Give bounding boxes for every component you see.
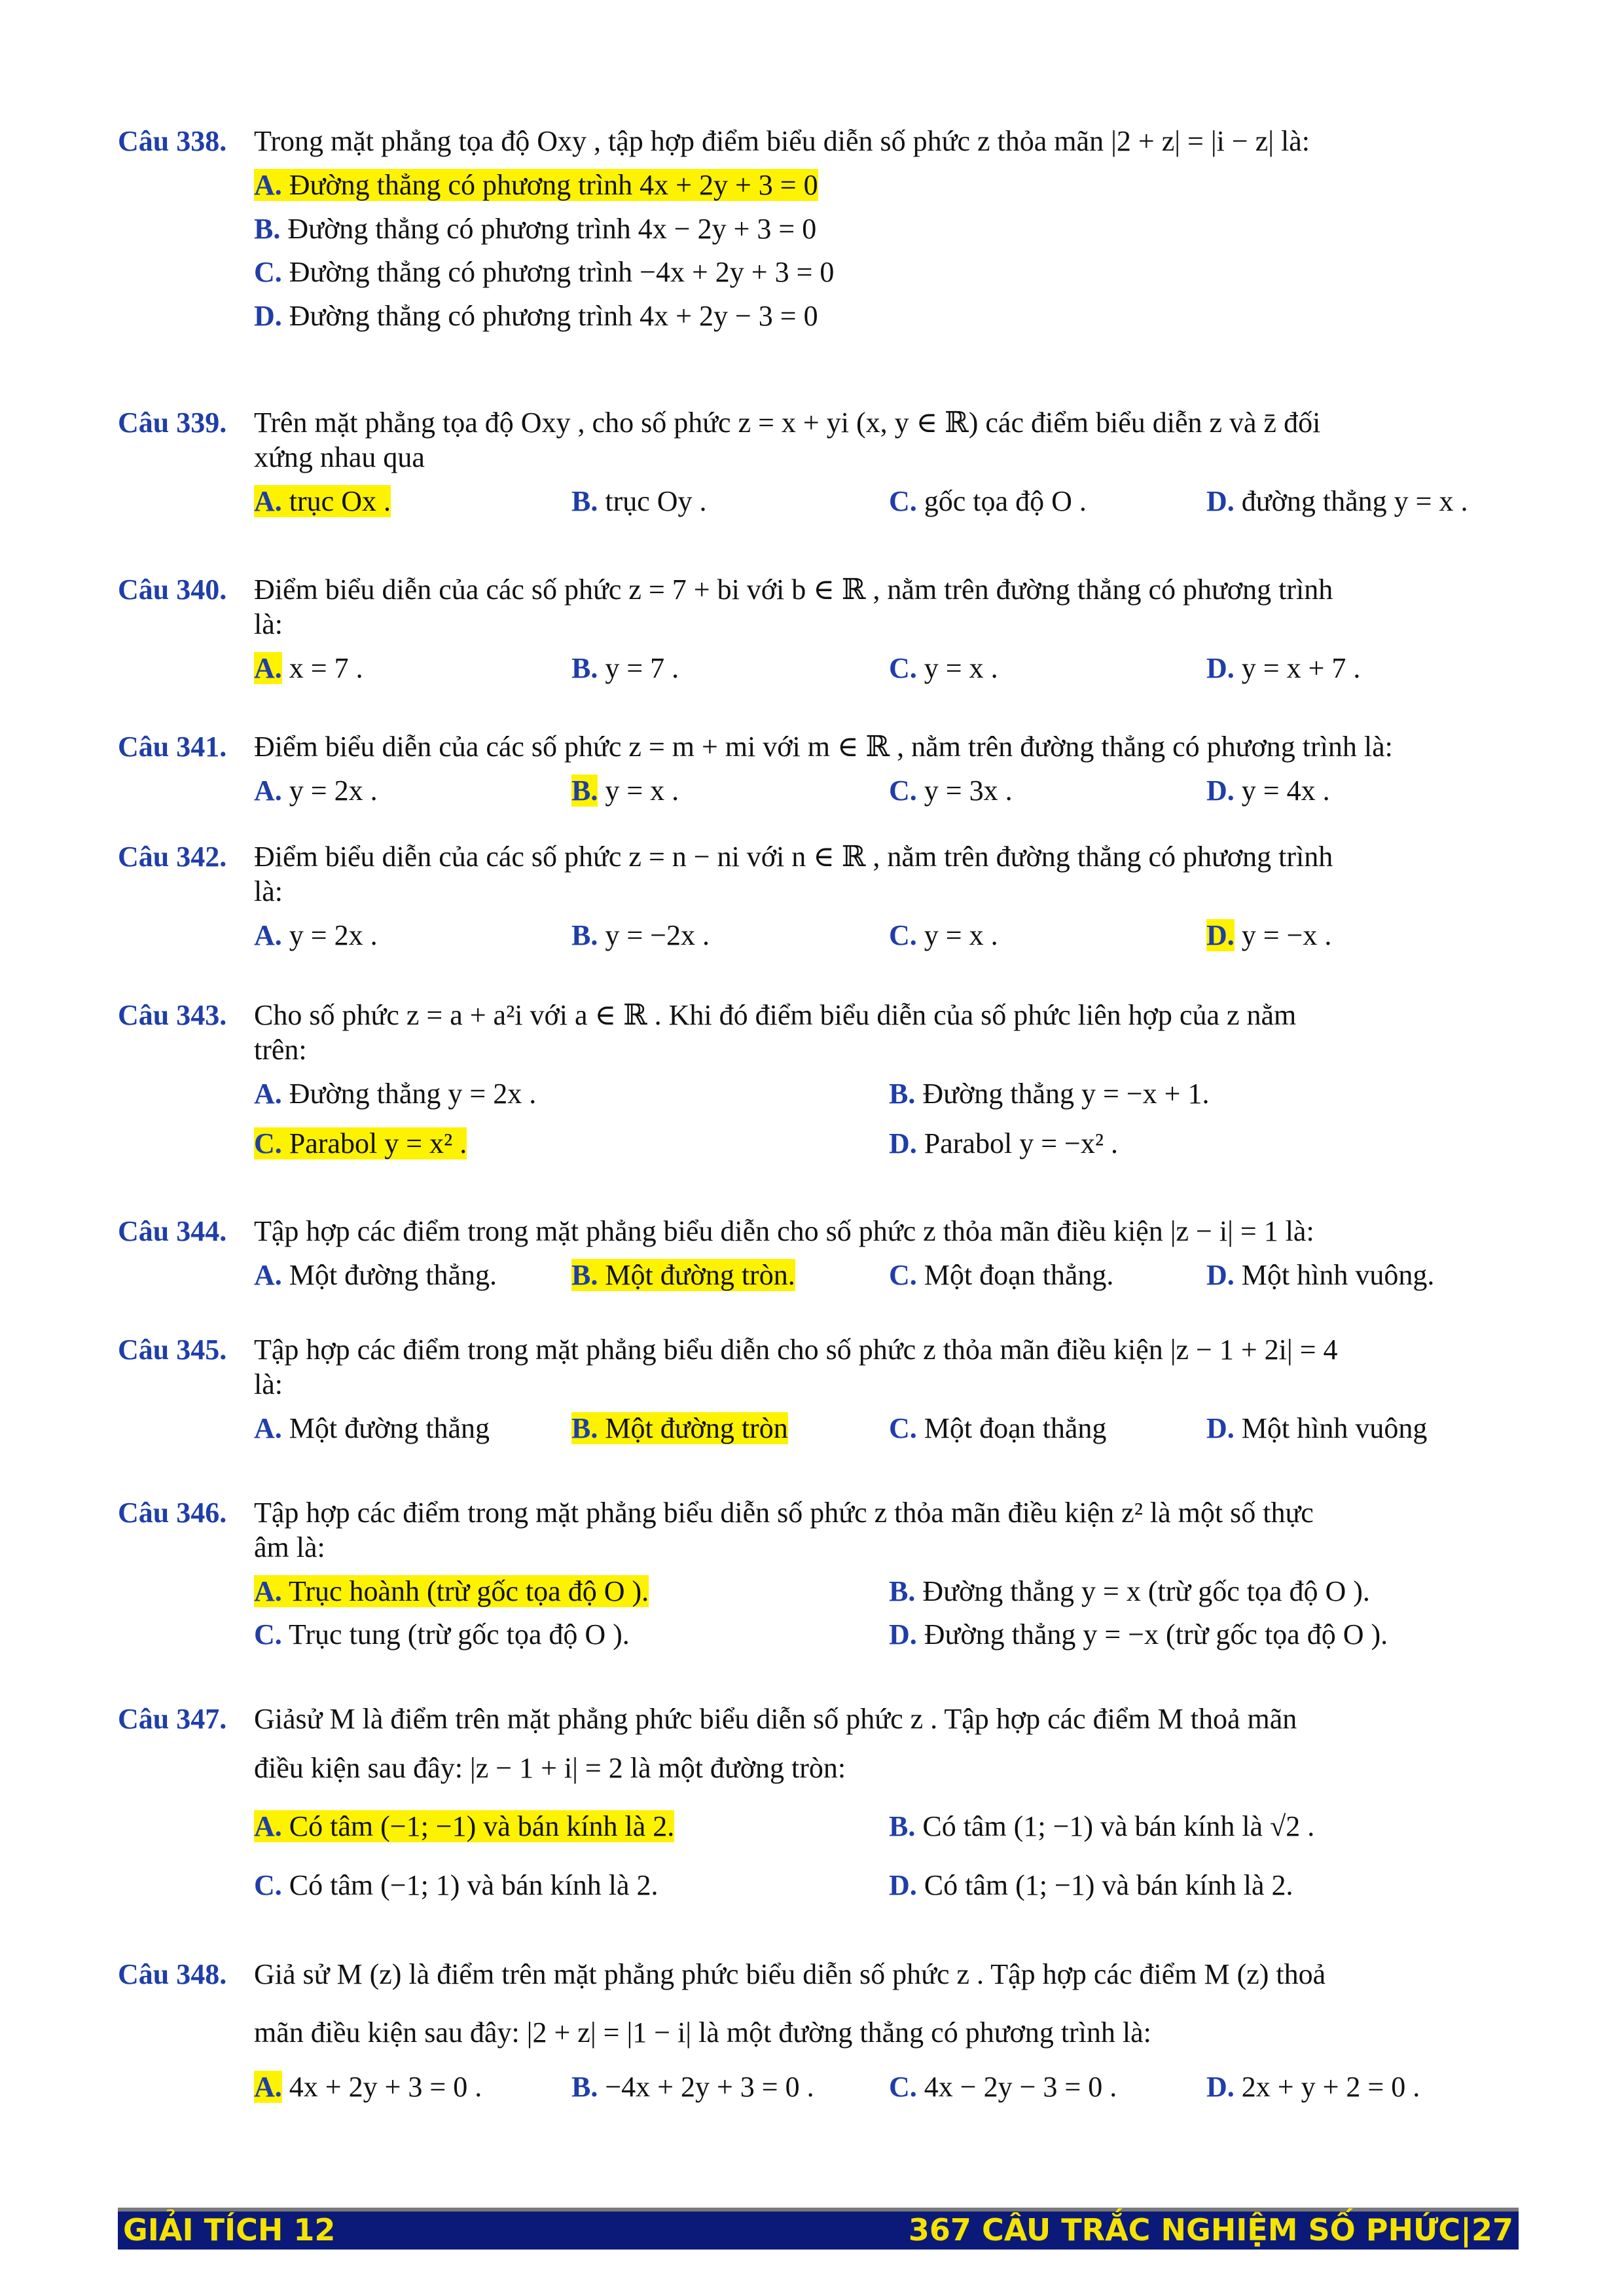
option-c: C. Có tâm (−1; 1) và bán kính là 2. (254, 1869, 659, 1902)
option-b: B. y = 7 . (571, 651, 679, 684)
option-a: A. Đường thẳng có phương trình 4x + 2y + 3 = 0 (254, 168, 818, 201)
option-c: C. y = x . (889, 919, 998, 951)
question-343 (118, 998, 1525, 1161)
options (254, 1412, 1525, 1446)
option-a: A. Một đường thẳng. (254, 1258, 497, 1291)
option-b: B. Có tâm (1; −1) và bán kính là √2 . (889, 1810, 1315, 1842)
option-d: D. Có tâm (1; −1) và bán kính là 2. (889, 1869, 1293, 1902)
option-a: A. Trục hoành (trừ gốc tọa độ O ). (254, 1575, 649, 1607)
question-345 (118, 1333, 1525, 1446)
question-text (254, 1958, 1525, 2050)
question-text (254, 730, 1525, 765)
question-346 (118, 1496, 1525, 1652)
question-number: Câu 340. (118, 574, 227, 606)
option-a: A. y = 2x . (254, 919, 378, 951)
option-d: D. Một hình vuông (1206, 1412, 1428, 1444)
question-line: điều kiện sau đây: |z − 1 + i| = 2 là một đường tròn: (254, 1751, 846, 1784)
question-number: Câu 348. (118, 1958, 227, 1990)
question-text (254, 1496, 1525, 1565)
options (254, 1618, 1525, 1652)
question-number: Câu 341. (118, 731, 227, 763)
question-341 (118, 730, 1525, 809)
option-c: C. gốc tọa độ O . (889, 484, 1087, 517)
options (254, 1575, 1525, 1609)
question-line: xứng nhau qua (254, 441, 425, 473)
options (254, 1868, 1525, 1903)
question-line: là: (254, 608, 283, 640)
question-348 (118, 1958, 1525, 2104)
option-c: C. 4x − 2y − 3 = 0 . (889, 2070, 1117, 2103)
option-d: D. 2x + y + 2 = 0 . (1206, 2070, 1420, 2103)
question-text (254, 840, 1525, 909)
question-342 (118, 840, 1525, 953)
footer-subject: GIẢI TÍCH 12 (123, 2212, 336, 2248)
options (254, 484, 1525, 519)
question-text (254, 573, 1525, 642)
question-line: Tập hợp các điểm trong mặt phẳng biểu diễn số phức z thỏa mãn điều kiện z² là một số thực (254, 1497, 1314, 1529)
question-340 (118, 573, 1525, 685)
question-text (254, 1333, 1525, 1402)
question-text (254, 406, 1525, 475)
option-c: C. y = 3x . (889, 774, 1013, 807)
question-line: Trong mặt phẳng tọa độ Oxy , tập hợp điểm biểu diễn số phức z thỏa mãn |2 + z| = |i − z| là: (254, 125, 1310, 157)
question-text (254, 1214, 1525, 1249)
option-c: C. Một đoạn thẳng. (889, 1258, 1114, 1291)
option-b: B. Đường thẳng y = x (trừ gốc tọa độ O ). (889, 1575, 1370, 1607)
options (254, 1127, 1525, 1161)
option-d: D. Một hình vuông. (1206, 1258, 1435, 1291)
question-line: là: (254, 875, 283, 907)
page-footer (118, 2208, 1519, 2250)
option-c: C. Trục tung (trừ gốc tọa độ O ). (254, 1618, 630, 1651)
question-line: Điểm biểu diễn của các số phức z = m + mi với m ∈ ℝ , nằm trên đường thẳng có phương trình là: (254, 731, 1393, 763)
question-number: Câu 343. (118, 999, 227, 1031)
option-c: C. Đường thẳng có phương trình −4x + 2y + 3 = 0 (254, 256, 835, 289)
question-line: âm là: (254, 1531, 325, 1563)
footer-book-title: 367 CÂU TRẮC NGHIỆM SỐ PHỨC| (908, 2212, 1471, 2248)
question-text (254, 124, 1525, 159)
option-a: A. Một đường thẳng (254, 1412, 490, 1444)
question-338 (118, 124, 1525, 334)
options (254, 1810, 1525, 1844)
options (254, 1077, 1525, 1112)
question-number: Câu 345. (118, 1334, 227, 1366)
question-number: Câu 346. (118, 1497, 227, 1529)
question-text (254, 1702, 1525, 1786)
option-c: C. Một đoạn thẳng (889, 1412, 1107, 1444)
footer-title (909, 2212, 1513, 2248)
option-b: B. Một đường tròn (571, 1412, 788, 1444)
options (254, 774, 1525, 809)
question-line: Trên mặt phẳng tọa độ Oxy , cho số phức z = x + yi (x, y ∈ ℝ) các điểm biểu diễn z và z̄ đối (254, 407, 1321, 439)
option-b: B. Một đường tròn. (571, 1258, 795, 1291)
option-a: A. Đường thẳng y = 2x . (254, 1077, 537, 1110)
option-d: D. y = x + 7 . (1206, 651, 1361, 684)
option-d: D. y = 4x . (1206, 774, 1330, 807)
page-number: 27 (1471, 2212, 1513, 2248)
option-d: D. đường thẳng y = x . (1206, 484, 1468, 517)
question-347 (118, 1702, 1525, 1903)
option-d: D. Đường thẳng có phương trình 4x + 2y − 3 = 0 (254, 300, 818, 333)
options (254, 2070, 1525, 2105)
option-a: A. Có tâm (−1; −1) và bán kính là 2. (254, 1810, 675, 1842)
question-line: Giảsử M là điểm trên mặt phẳng phức biểu diễn số phức z . Tập hợp các điểm M thoả mãn (254, 1703, 1297, 1735)
question-line: Điểm biểu diễn của các số phức z = n − ni với n ∈ ℝ , nằm trên đường thẳng có phương trình (254, 841, 1333, 873)
options (254, 651, 1525, 686)
question-line: là: (254, 1368, 283, 1400)
option-b: B. −4x + 2y + 3 = 0 . (571, 2070, 814, 2103)
options (254, 168, 1525, 334)
option-c: C. y = x . (889, 651, 998, 684)
question-line: Tập hợp các điểm trong mặt phẳng biểu diễn cho số phức z thỏa mãn điều kiện |z − i| = 1 là: (254, 1215, 1314, 1247)
question-line: Giả sử M (z) là điểm trên mặt phẳng phức biểu diễn số phức z . Tập hợp các điểm M (z) thoả (254, 1958, 1326, 1990)
option-a: A. 4x + 2y + 3 = 0 . (254, 2070, 482, 2103)
question-line: mãn điều kiện sau đây: |2 + z| = |1 − i| là một đường thẳng có phương trình là: (254, 2016, 1151, 2049)
question-339 (118, 406, 1525, 519)
options (254, 919, 1525, 953)
question-344 (118, 1214, 1525, 1293)
option-b: B. Đường thẳng y = −x + 1. (889, 1077, 1210, 1110)
option-a: A. y = 2x . (254, 774, 378, 807)
option-a: A. trục Ox . (254, 484, 391, 517)
question-number: Câu 342. (118, 841, 227, 873)
question-text (254, 998, 1525, 1068)
question-number: Câu 339. (118, 407, 227, 439)
option-d: D. Parabol y = −x² . (889, 1127, 1119, 1160)
option-b: B. trục Oy . (571, 484, 707, 517)
question-line: trên: (254, 1033, 307, 1066)
option-d: D. Đường thẳng y = −x (trừ gốc tọa độ O ). (889, 1618, 1388, 1651)
question-line: Tập hợp các điểm trong mặt phẳng biểu diễn cho số phức z thỏa mãn điều kiện |z − 1 + 2i| = 4 (254, 1334, 1338, 1366)
option-b: B. y = x . (571, 774, 679, 807)
question-number: Câu 338. (118, 125, 227, 157)
question-number: Câu 344. (118, 1215, 227, 1247)
option-b: B. Đường thẳng có phương trình 4x − 2y + 3 = 0 (254, 212, 817, 245)
options (254, 1258, 1525, 1293)
option-d: D. y = −x . (1206, 919, 1332, 951)
question-line: Cho số phức z = a + a²i với a ∈ ℝ . Khi đó điểm biểu diễn của số phức liên hợp của z nằm (254, 999, 1297, 1031)
question-line: Điểm biểu diễn của các số phức z = 7 + bi với b ∈ ℝ , nằm trên đường thẳng có phương trình (254, 574, 1333, 606)
option-c: C. Parabol y = x² . (254, 1127, 467, 1160)
question-number: Câu 347. (118, 1703, 227, 1735)
option-b: B. y = −2x . (571, 919, 710, 951)
option-a: A. x = 7 . (254, 651, 363, 684)
